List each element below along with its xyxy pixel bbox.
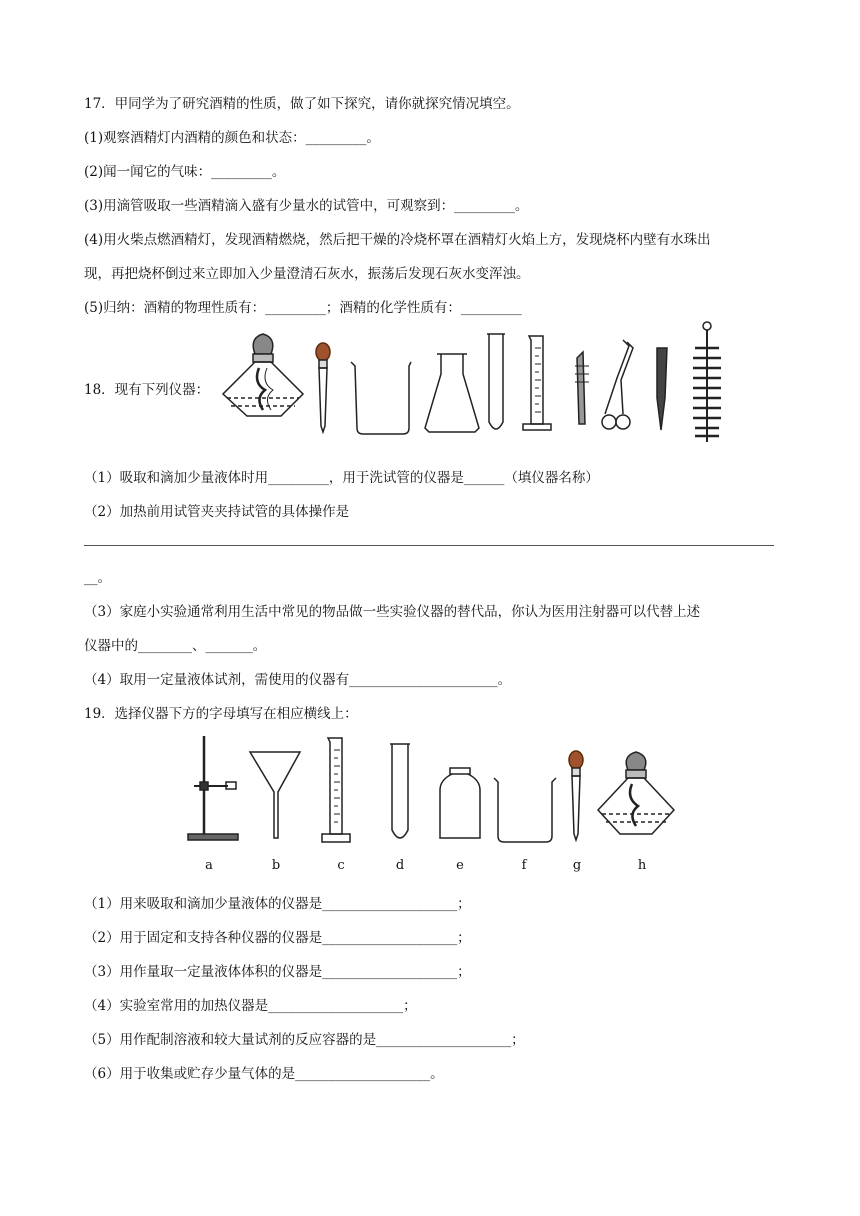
q18-title: 18．现有下列仪器：: [84, 382, 210, 398]
beaker-icon: [494, 778, 556, 842]
label-a: a: [205, 858, 213, 873]
gas-collecting-bottle-icon: [440, 768, 480, 838]
q17-part1: (1)观察酒精灯内酒精的颜色和状态：_________。: [84, 130, 380, 146]
q19-part2: （2）用于固定和支持各种仪器的仪器是____________________；: [84, 930, 471, 946]
test-tube-holder-icon: [575, 352, 589, 424]
dropper-icon: [316, 343, 330, 432]
beaker-icon: [351, 362, 411, 434]
label-e: e: [456, 858, 464, 873]
label-h: h: [637, 858, 647, 873]
q17-part5: (5)归纳：酒精的物理性质有：_________；酒精的化学性质有：_________: [84, 300, 522, 316]
q18-part2-end: __。: [84, 570, 111, 586]
q18-part4: （4）取用一定量液体试剂，需使用的仪器有______________________。: [84, 672, 512, 688]
funnel-icon: [250, 752, 300, 838]
q17-title: 17．甲同学为了研究酒精的性质，做了如下探究，请你就探究情况填空。: [84, 96, 520, 112]
tweezers-icon: [657, 348, 667, 430]
q19-part6: （6）用于收集或贮存少量气体的是____________________。: [84, 1066, 444, 1082]
q19-part1: （1）用来吸取和滴加少量液体的仪器是____________________；: [84, 896, 471, 912]
test-tube-icon: [487, 334, 505, 429]
label-f: f: [521, 858, 527, 873]
crucible-tongs-icon: [602, 340, 633, 429]
dropper-icon: [569, 751, 583, 840]
q18-answer-line: [84, 545, 774, 546]
label-g: g: [572, 858, 582, 873]
alcohol-lamp-icon: [223, 334, 303, 416]
test-tube-icon: [390, 744, 410, 838]
measuring-cylinder-icon: [322, 738, 350, 842]
alcohol-lamp-icon: [598, 752, 674, 834]
label-d: d: [395, 858, 405, 873]
q19-instruments-figure: [180, 730, 690, 848]
label-c: c: [337, 858, 345, 873]
q19-part3: （3）用作量取一定量液体体积的仪器是____________________；: [84, 964, 471, 980]
q19-part4: （4）实验室常用的加热仪器是____________________；: [84, 998, 417, 1014]
q17-part3: (3)用滴管吸取一些酒精滴入盛有少量水的试管中，可观察到：_________。: [84, 198, 529, 214]
q17-part2: (2)闻一闻它的气味：_________。: [84, 164, 286, 180]
q19-title: 19．选择仪器下方的字母填写在相应横线上：: [84, 706, 358, 722]
q18-part1: （1）吸取和滴加少量液体时用_________，用于洗试管的仪器是______（填仪器名称）: [84, 470, 599, 486]
q19-part5: （5）用作配制溶液和较大量试剂的反应容器的是____________________；: [84, 1032, 525, 1048]
q17-part4-line2: 现，再把烧杯倒过来立即加入少量澄清石灰水，振荡后发现石灰水变浑浊。: [84, 266, 530, 282]
measuring-cylinder-icon: [523, 336, 551, 430]
q18-instruments-figure: [205, 318, 745, 446]
q18-part2: （2）加热前用试管夹夹持试管的具体操作是: [84, 504, 350, 520]
label-b: b: [271, 858, 281, 873]
conical-flask-icon: [425, 354, 479, 432]
q17-part4-line1: (4)用火柴点燃酒精灯，发现酒精燃烧，然后把干燥的冷烧杯罩在酒精灯火焰上方，发现烧杯内壁有水珠出: [84, 232, 711, 248]
test-tube-brush-icon: [693, 322, 721, 442]
iron-stand-icon: [188, 736, 238, 840]
q18-part3-line2: 仪器中的________、_______。: [84, 638, 267, 654]
q18-part3-line1: （3）家庭小实验通常利用生活中常见的物品做一些实验仪器的替代品，你认为医用注射器可以代替上述: [84, 604, 701, 620]
